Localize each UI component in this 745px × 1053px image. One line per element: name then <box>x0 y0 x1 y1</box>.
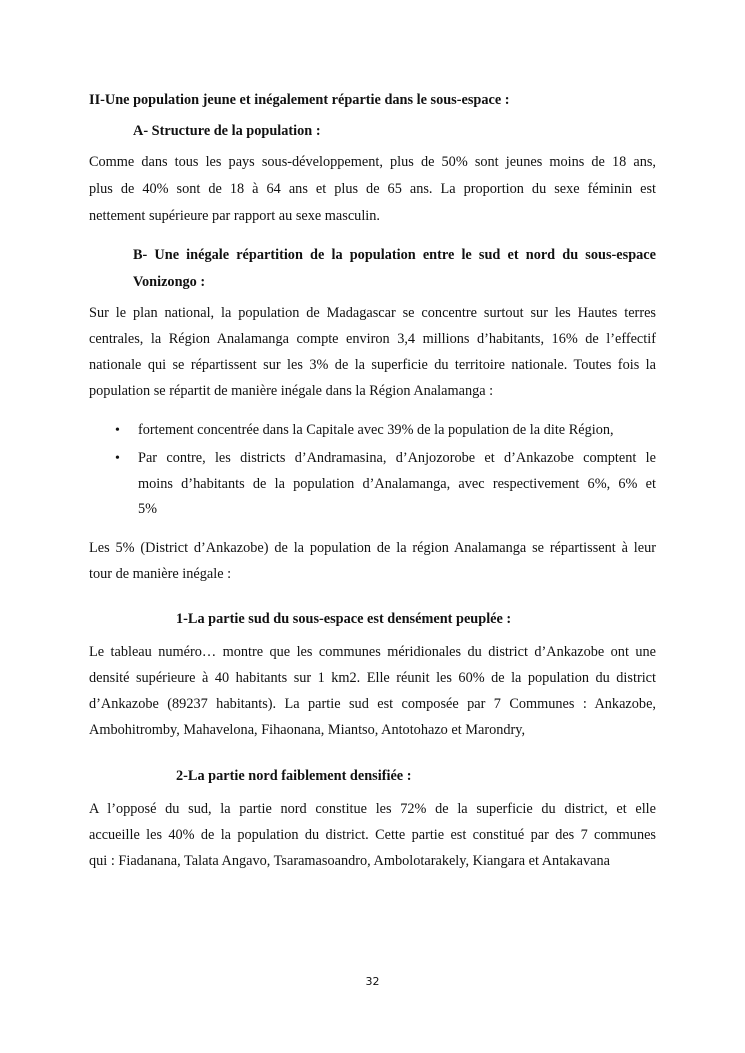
heading-section-ii: II-Une population jeune et inégalement répartie dans le sous-espace : <box>89 92 510 108</box>
heading-part-2: 2-La partie nord faiblement densifiée : <box>176 768 412 784</box>
paragraph-line: A l’opposé du sud, la partie nord constitue les 72% de la superficie du district, et elle <box>89 801 656 817</box>
paragraph-line: plus de 40% sont de 18 à 64 ans et plus de 65 ans. La proportion du sexe féminin est <box>89 181 656 197</box>
heading-a-structure: A- Structure de la population : <box>133 123 321 139</box>
paragraph-line: nettement supérieure par rapport au sexe masculin. <box>89 208 380 224</box>
page-number: 32 <box>365 975 380 988</box>
paragraph-line: centrales, la Région Analamanga compte environ 3,4 millions d’habitants, 16% de l’effectif <box>89 331 656 347</box>
paragraph-line: Le tableau numéro… montre que les communes méridionales du district d’Ankazobe ont une <box>89 644 656 660</box>
paragraph-line: d’Ankazobe (89237 habitants). La partie sud est composée par 7 Communes : Ankazobe, <box>89 696 656 712</box>
bullet-icon: • <box>115 423 120 438</box>
paragraph-line: accueille les 40% de la population du district. Cette partie est constitué par des 7 communes <box>89 827 656 843</box>
paragraph-line: qui : Fiadanana, Talata Angavo, Tsaramasoandro, Ambolotarakely, Kiangara et Antakavana <box>89 853 610 869</box>
list-item-text: moins d’habitants de la population d’Analamanga, avec respectivement 6%, 6% et <box>138 476 656 492</box>
paragraph-line: Les 5% (District d’Ankazobe) de la population de la région Analamanga se répartissent à leur <box>89 540 656 556</box>
list-item-text: 5% <box>138 501 158 517</box>
heading-part-1: 1-La partie sud du sous-espace est densément peuplée : <box>176 611 512 627</box>
heading-line: Vonizongo : <box>133 274 206 290</box>
list-item-text: Par contre, les districts d’Andramasina, d’Anjozorobe et d’Ankazobe comptent le <box>138 450 656 466</box>
paragraph-line: Sur le plan national, la population de Madagascar se concentre surtout sur les Hautes terres <box>89 305 656 321</box>
paragraph-line: Ambohitromby, Mahavelona, Fihaonana, Miantso, Antotohazo et Marondry, <box>89 722 526 738</box>
paragraph-line: nationale qui se répartissent sur les 3% de la superficie du territoire nationale. Toutes fois la <box>89 357 656 373</box>
paragraph-line: densité supérieure à 40 habitants sur 1 km2. Elle réunit les 60% de la population du district <box>89 670 656 686</box>
paragraph-line: tour de manière inégale : <box>89 566 232 582</box>
bullet-icon: • <box>115 451 120 466</box>
heading-line: B- Une inégale répartition de la population entre le sud et nord du sous-espace <box>133 247 656 263</box>
paragraph-line: Comme dans tous les pays sous-développement, plus de 50% sont jeunes moins de 18 ans, <box>89 154 656 170</box>
paragraph-line: population se répartit de manière inégale dans la Région Analamanga : <box>89 383 494 399</box>
list-item-text: fortement concentrée dans la Capitale avec 39% de la population de la dite Région, <box>138 422 614 438</box>
